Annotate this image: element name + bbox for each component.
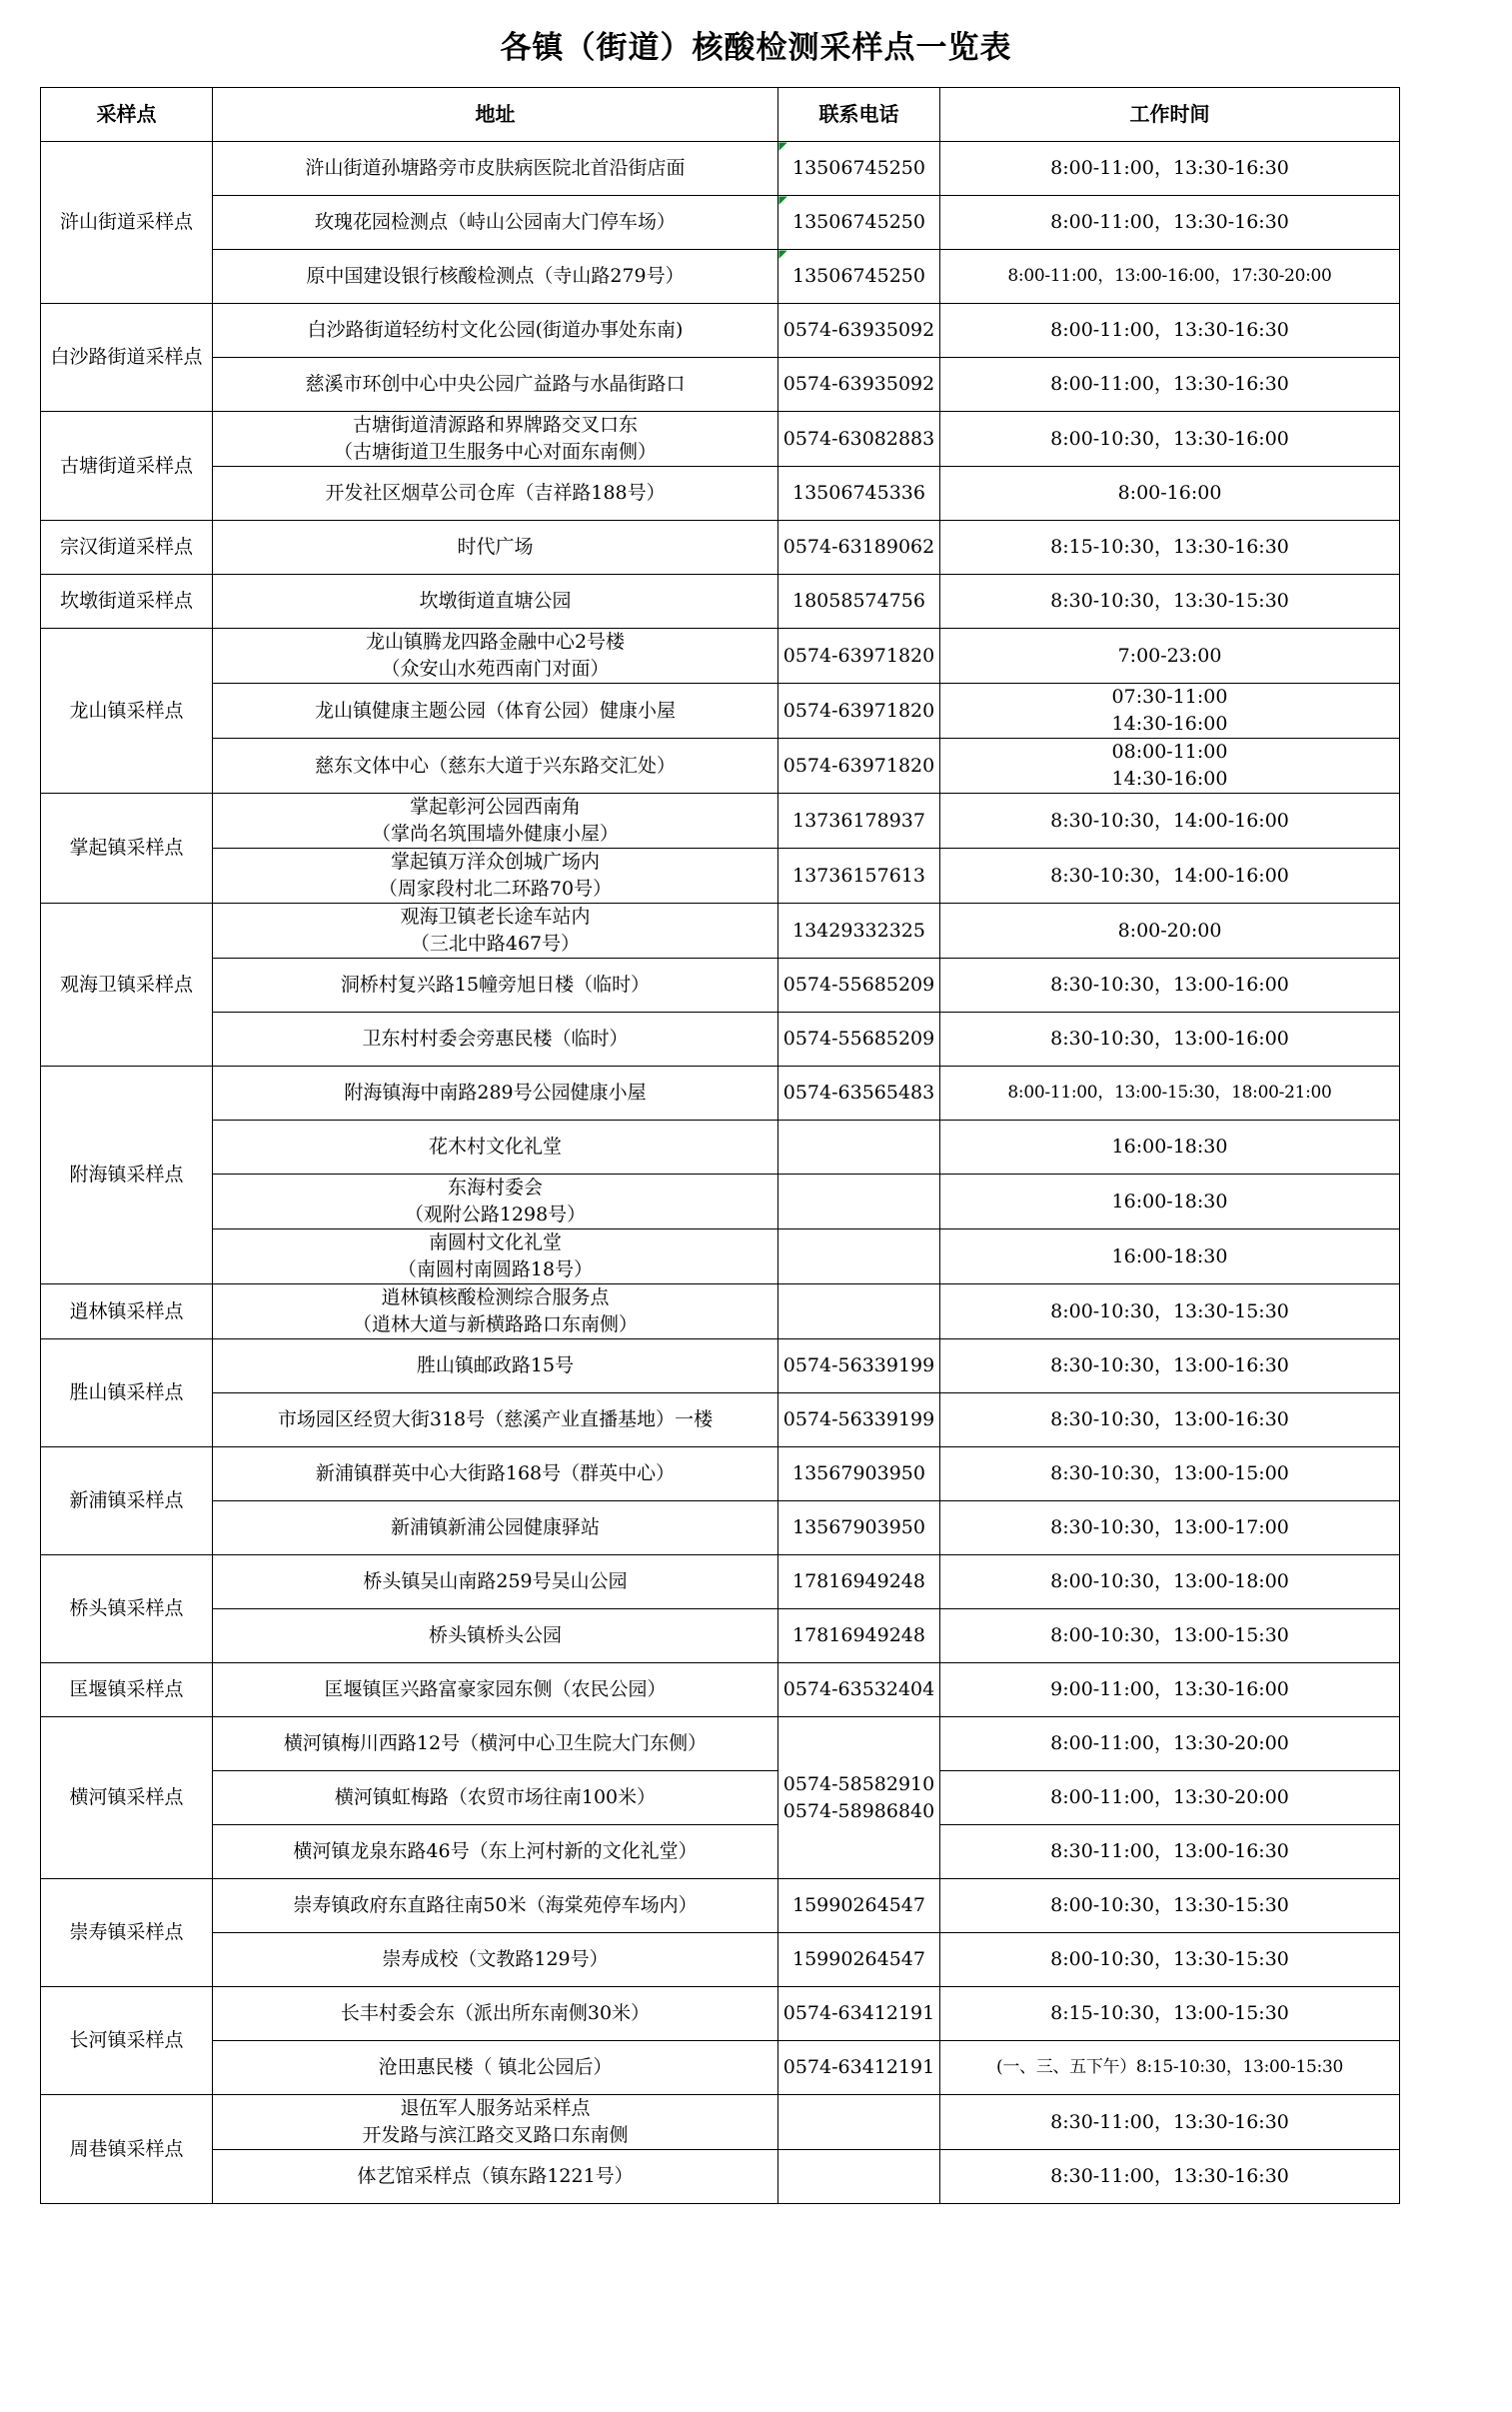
table-row xyxy=(41,904,1400,959)
table-row xyxy=(41,849,1400,904)
site-hours: 9:00-11:00，13:30-16:00 xyxy=(940,1663,1400,1717)
table-body xyxy=(41,142,1400,2204)
header-hours: 工作时间 xyxy=(940,88,1400,142)
header-address: 地址 xyxy=(213,88,778,142)
site-hours: 8:15-10:30，13:30-16:30 xyxy=(940,521,1400,575)
site-hours: 8:30-11:00，13:30-16:30 xyxy=(940,2095,1400,2150)
site-phone: 15990264547 xyxy=(778,1933,940,1987)
site-hours: 8:00-10:30，13:30-15:30 xyxy=(940,1284,1400,1339)
site-phone: 0574-63082883 xyxy=(778,412,940,467)
site-group-name: 横河镇采样点 xyxy=(41,1717,213,1879)
site-phone: 0574-56339199 xyxy=(778,1393,940,1447)
site-hours: 7:00-23:00 xyxy=(940,629,1400,684)
site-address: 市场园区经贸大街318号（慈溪产业直播基地）一楼 xyxy=(213,1393,778,1447)
table-row xyxy=(41,959,1400,1013)
table-row xyxy=(41,1067,1400,1121)
site-address: 横河镇龙泉东路46号（东上河村新的文化礼堂） xyxy=(213,1825,778,1879)
table-header-row xyxy=(41,88,1400,142)
site-address: 卫东村村委会旁惠民楼（临时） xyxy=(213,1013,778,1067)
table-row xyxy=(41,1825,1400,1879)
table-row xyxy=(41,142,1400,196)
table-row xyxy=(41,629,1400,684)
site-address: 时代广场 xyxy=(213,521,778,575)
page-title: 各镇（街道）核酸检测采样点一览表 xyxy=(500,30,1012,66)
table-row xyxy=(41,521,1400,575)
site-group-name: 观海卫镇采样点 xyxy=(41,904,213,1067)
site-hours: 8:00-11:00，13:00-16:00，17:30-20:00 xyxy=(940,250,1400,304)
site-group-name: 古塘街道采样点 xyxy=(41,412,213,521)
site-group-name: 逍林镇采样点 xyxy=(41,1284,213,1339)
site-address: 匡堰镇匡兴路富豪家园东侧（农民公园） xyxy=(213,1663,778,1717)
site-hours: 8:00-10:30，13:00-15:30 xyxy=(940,1609,1400,1663)
site-hours: 8:00-11:00，13:30-20:00 xyxy=(940,1771,1400,1825)
site-group-name: 浒山街道采样点 xyxy=(41,142,213,304)
site-phone xyxy=(778,1175,940,1229)
table-row xyxy=(41,358,1400,412)
site-address: 掌起彰河公园西南角 （掌尚名筑围墙外健康小屋） xyxy=(213,794,778,849)
site-phone: 0574-63971820 xyxy=(778,739,940,794)
table-row xyxy=(41,196,1400,250)
site-phone: 0574-55685209 xyxy=(778,1013,940,1067)
site-hours: 16:00-18:30 xyxy=(940,1229,1400,1284)
site-phone: 0574-63971820 xyxy=(778,629,940,684)
site-hours: 8:30-10:30，13:00-16:00 xyxy=(940,959,1400,1013)
site-address: 新浦镇新浦公园健康驿站 xyxy=(213,1501,778,1555)
site-hours: 8:30-10:30，13:00-15:00 xyxy=(940,1447,1400,1501)
site-group-name: 龙山镇采样点 xyxy=(41,629,213,794)
table-row xyxy=(41,304,1400,358)
site-phone: 0574-56339199 xyxy=(778,1339,940,1393)
table-row xyxy=(41,794,1400,849)
site-address: 洞桥村复兴路15幢旁旭日楼（临时） xyxy=(213,959,778,1013)
site-group-name: 胜山镇采样点 xyxy=(41,1339,213,1447)
site-phone: 0574-63565483 xyxy=(778,1067,940,1121)
site-phone: 15990264547 xyxy=(778,1879,940,1933)
site-hours: 8:00-11:00，13:30-16:30 xyxy=(940,304,1400,358)
site-hours: 8:30-10:30，14:00-16:00 xyxy=(940,794,1400,849)
site-address: 花木村文化礼堂 xyxy=(213,1121,778,1175)
table-row xyxy=(41,1987,1400,2041)
site-hours: 8:00-11:00，13:30-20:00 xyxy=(940,1717,1400,1771)
site-phone xyxy=(778,1284,940,1339)
site-phone: 13506745250 xyxy=(778,142,940,196)
site-group-name: 崇寿镇采样点 xyxy=(41,1879,213,1987)
table-row xyxy=(41,1339,1400,1393)
table-row xyxy=(41,1771,1400,1825)
site-address: 坎墩街道直塘公园 xyxy=(213,575,778,629)
table-row xyxy=(41,1555,1400,1609)
site-address: 桥头镇吴山南路259号吴山公园 xyxy=(213,1555,778,1609)
site-hours: 8:30-10:30，13:00-16:30 xyxy=(940,1393,1400,1447)
site-hours: 8:30-10:30，13:00-16:30 xyxy=(940,1339,1400,1393)
header-phone: 联系电话 xyxy=(778,88,940,142)
site-hours: 8:30-11:00，13:00-16:30 xyxy=(940,1825,1400,1879)
site-address: 附海镇海中南路289号公园健康小屋 xyxy=(213,1067,778,1121)
site-hours: 16:00-18:30 xyxy=(940,1175,1400,1229)
header-site: 采样点 xyxy=(41,88,213,142)
table-row xyxy=(41,2041,1400,2095)
site-address: 体艺馆采样点（镇东路1221号） xyxy=(213,2150,778,2204)
site-hours: 8:00-11:00，13:00-15:30，18:00-21:00 xyxy=(940,1067,1400,1121)
site-address: 新浦镇群英中心大街路168号（群英中心） xyxy=(213,1447,778,1501)
table-row xyxy=(41,2095,1400,2150)
site-address: 长丰村委会东（派出所东南侧30米） xyxy=(213,1987,778,2041)
site-phone: 13506745336 xyxy=(778,467,940,521)
site-address: 横河镇梅川西路12号（横河中心卫生院大门东侧） xyxy=(213,1717,778,1771)
table-row xyxy=(41,250,1400,304)
site-hours: 8:00-16:00 xyxy=(940,467,1400,521)
site-phone: 13506745250 xyxy=(778,250,940,304)
site-phone: 0574-55685209 xyxy=(778,959,940,1013)
site-phone: 13736178937 xyxy=(778,794,940,849)
site-address: 龙山镇腾龙四路金融中心2号楼 （众安山水苑西南门对面） xyxy=(213,629,778,684)
site-address: 胜山镇邮政路15号 xyxy=(213,1339,778,1393)
table-row xyxy=(41,1717,1400,1771)
site-group-name: 新浦镇采样点 xyxy=(41,1447,213,1555)
site-address: 玫瑰花园检测点（峙山公园南大门停车场） xyxy=(213,196,778,250)
site-phone: 0574-63189062 xyxy=(778,521,940,575)
site-phone: 18058574756 xyxy=(778,575,940,629)
site-address: 浒山街道孙塘路旁市皮肤病医院北首沿街店面 xyxy=(213,142,778,196)
table-row xyxy=(41,575,1400,629)
table-row xyxy=(41,1121,1400,1175)
site-phone xyxy=(778,1229,940,1284)
table-row xyxy=(41,1175,1400,1229)
site-phone: 13567903950 xyxy=(778,1501,940,1555)
site-hours: (一、三、五下午）8:15-10:30，13:00-15:30 xyxy=(940,2041,1400,2095)
site-address: 桥头镇桥头公园 xyxy=(213,1609,778,1663)
site-phone: 0574-63532404 xyxy=(778,1663,940,1717)
sampling-sites-table xyxy=(40,87,1400,2204)
table-row xyxy=(41,739,1400,794)
site-address: 沧田惠民楼（ 镇北公园后） xyxy=(213,2041,778,2095)
site-address: 原中国建设银行核酸检测点（寺山路279号） xyxy=(213,250,778,304)
site-address: 崇寿镇政府东直路往南50米（海棠苑停车场内） xyxy=(213,1879,778,1933)
table-row xyxy=(41,1663,1400,1717)
site-phone: 0574-63935092 xyxy=(778,304,940,358)
site-hours: 8:00-11:00，13:30-16:30 xyxy=(940,358,1400,412)
table-row xyxy=(41,1284,1400,1339)
site-group-name: 附海镇采样点 xyxy=(41,1067,213,1284)
site-address: 逍林镇核酸检测综合服务点 （逍林大道与新横路路口东南侧） xyxy=(213,1284,778,1339)
site-group-name: 匡堰镇采样点 xyxy=(41,1663,213,1717)
site-hours: 8:00-20:00 xyxy=(940,904,1400,959)
site-address: 慈溪市环创中心中央公园广益路与水晶街路口 xyxy=(213,358,778,412)
site-address: 东海村委会 （观附公路1298号） xyxy=(213,1175,778,1229)
site-address: 开发社区烟草公司仓库（吉祥路188号） xyxy=(213,467,778,521)
site-phone: 0574-58582910 0574-58986840 xyxy=(778,1717,940,1879)
table-row xyxy=(41,1447,1400,1501)
site-phone: 13429332325 xyxy=(778,904,940,959)
site-hours: 8:30-11:00，13:30-16:30 xyxy=(940,2150,1400,2204)
site-phone: 17816949248 xyxy=(778,1609,940,1663)
site-address: 南圆村文化礼堂 （南圆村南圆路18号） xyxy=(213,1229,778,1284)
site-phone: 0574-63412191 xyxy=(778,1987,940,2041)
site-hours: 8:00-10:30，13:30-15:30 xyxy=(940,1933,1400,1987)
site-address: 横河镇虹梅路（农贸市场往南100米） xyxy=(213,1771,778,1825)
site-group-name: 宗汉街道采样点 xyxy=(41,521,213,575)
site-hours: 8:30-10:30，13:30-15:30 xyxy=(940,575,1400,629)
table-row xyxy=(41,412,1400,467)
site-hours: 07:30-11:00 14:30-16:00 xyxy=(940,684,1400,739)
site-hours: 8:30-10:30，13:00-17:00 xyxy=(940,1501,1400,1555)
table-row xyxy=(41,684,1400,739)
site-phone: 17816949248 xyxy=(778,1555,940,1609)
site-phone: 13736157613 xyxy=(778,849,940,904)
site-phone: 0574-63971820 xyxy=(778,684,940,739)
site-group-name: 掌起镇采样点 xyxy=(41,794,213,904)
table-row xyxy=(41,1879,1400,1933)
site-hours: 8:00-11:00，13:30-16:30 xyxy=(940,142,1400,196)
table-row xyxy=(41,1933,1400,1987)
site-hours: 08:00-11:00 14:30-16:00 xyxy=(940,739,1400,794)
site-hours: 8:00-10:30，13:30-15:30 xyxy=(940,1879,1400,1933)
site-hours: 16:00-18:30 xyxy=(940,1121,1400,1175)
site-group-name: 周巷镇采样点 xyxy=(41,2095,213,2204)
site-group-name: 坎墩街道采样点 xyxy=(41,575,213,629)
site-hours: 8:00-11:00，13:30-16:30 xyxy=(940,196,1400,250)
site-address: 崇寿成校（文教路129号） xyxy=(213,1933,778,1987)
site-phone xyxy=(778,2095,940,2150)
site-hours: 8:30-10:30，14:00-16:00 xyxy=(940,849,1400,904)
site-address: 白沙路街道轻纺村文化公园(街道办事处东南) xyxy=(213,304,778,358)
site-hours: 8:00-10:30，13:30-16:00 xyxy=(940,412,1400,467)
site-address: 观海卫镇老长途车站内 （三北中路467号） xyxy=(213,904,778,959)
site-address: 退伍军人服务站采样点 开发路与滨江路交叉路口东南侧 xyxy=(213,2095,778,2150)
site-hours: 8:00-10:30，13:00-18:00 xyxy=(940,1555,1400,1609)
site-group-name: 长河镇采样点 xyxy=(41,1987,213,2095)
site-phone: 13506745250 xyxy=(778,196,940,250)
site-hours: 8:30-10:30，13:00-16:00 xyxy=(940,1013,1400,1067)
site-phone xyxy=(778,2150,940,2204)
site-group-name: 白沙路街道采样点 xyxy=(41,304,213,412)
table-row xyxy=(41,1501,1400,1555)
site-address: 龙山镇健康主题公园（体育公园）健康小屋 xyxy=(213,684,778,739)
site-group-name: 桥头镇采样点 xyxy=(41,1555,213,1663)
site-phone xyxy=(778,1121,940,1175)
table-row xyxy=(41,1229,1400,1284)
table-row xyxy=(41,2150,1400,2204)
site-address: 古塘街道清源路和界牌路交叉口东 （古塘街道卫生服务中心对面东南侧） xyxy=(213,412,778,467)
site-phone: 0574-63412191 xyxy=(778,2041,940,2095)
table-row xyxy=(41,1609,1400,1663)
site-hours: 8:15-10:30，13:00-15:30 xyxy=(940,1987,1400,2041)
site-address: 掌起镇万洋众创城广场内 （周家段村北二环路70号） xyxy=(213,849,778,904)
site-phone: 13567903950 xyxy=(778,1447,940,1501)
site-phone: 0574-63935092 xyxy=(778,358,940,412)
table-row xyxy=(41,1393,1400,1447)
site-address: 慈东文体中心（慈东大道于兴东路交汇处） xyxy=(213,739,778,794)
table-row xyxy=(41,1013,1400,1067)
table-row xyxy=(41,467,1400,521)
